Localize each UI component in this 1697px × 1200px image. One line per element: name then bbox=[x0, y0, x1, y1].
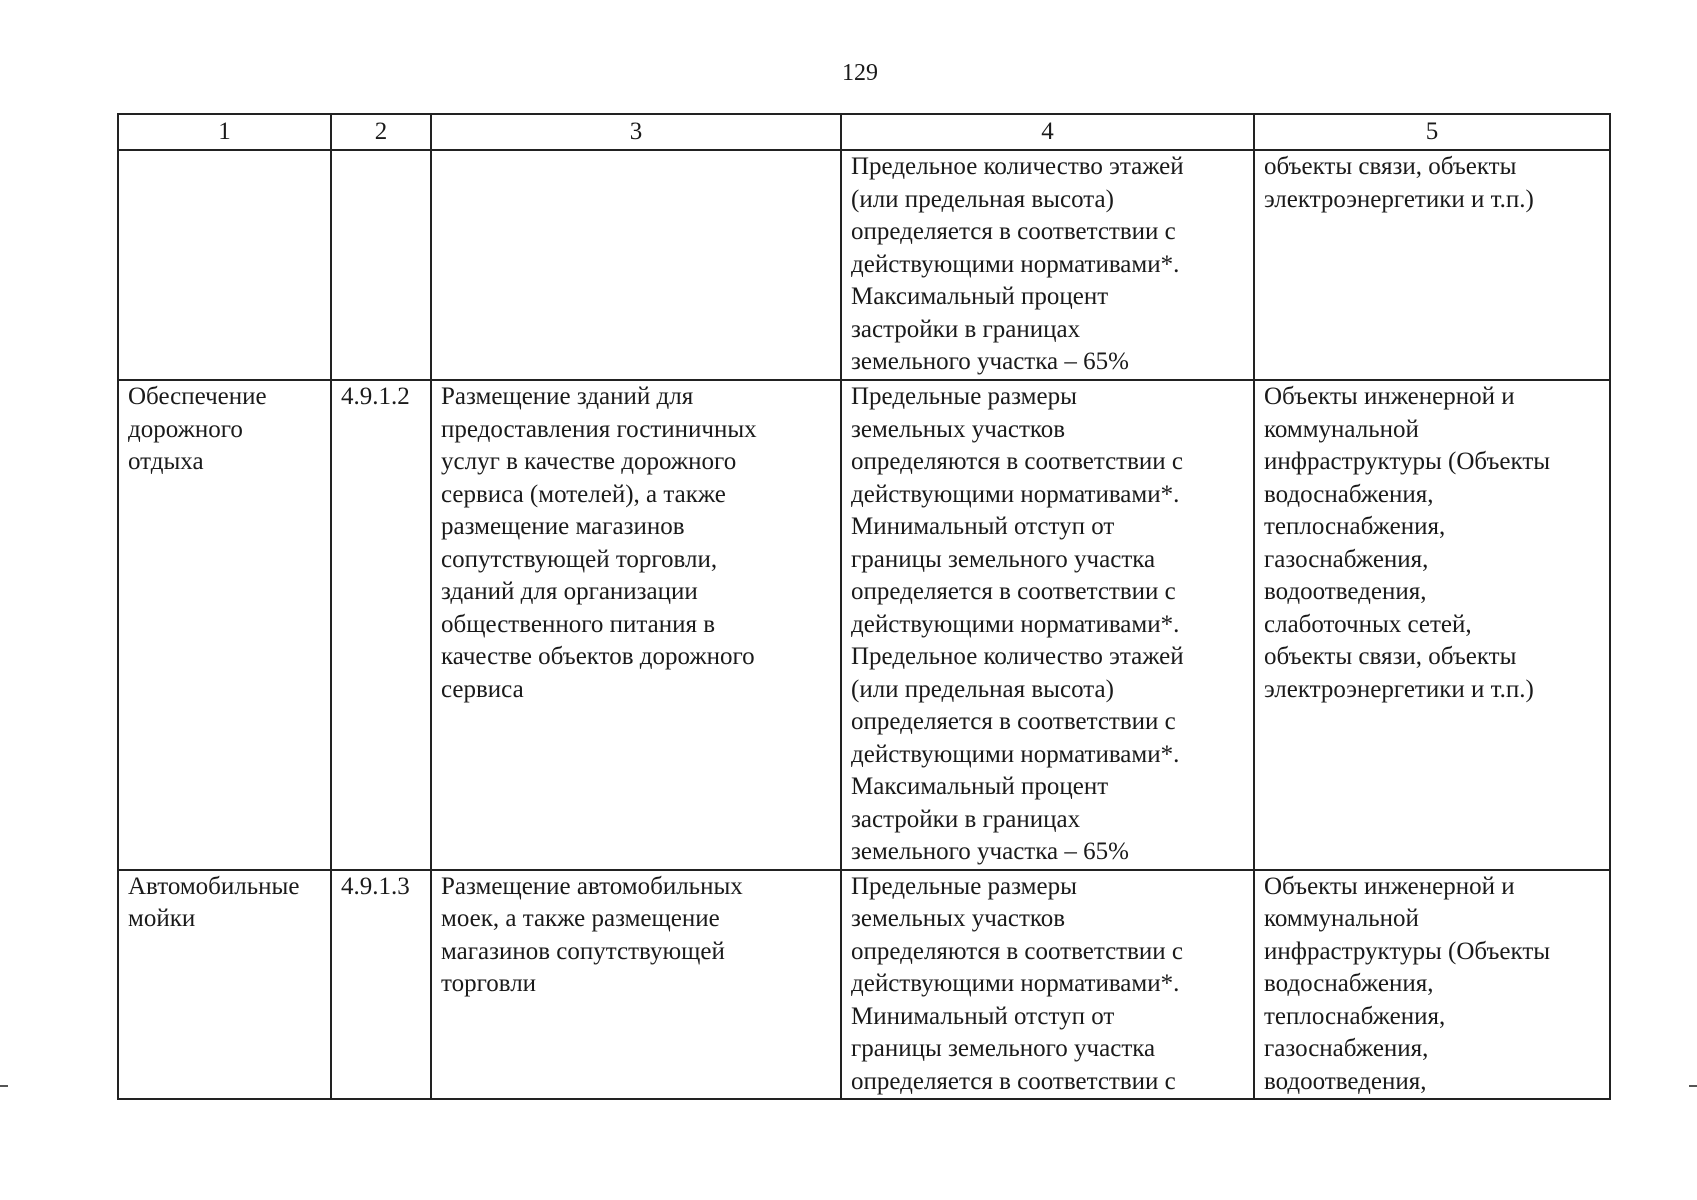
cell-text-line: (или предельная высота) bbox=[851, 185, 1114, 213]
header-col-3: 3 bbox=[431, 114, 841, 150]
cell-text-line: Предельное количество этажей bbox=[851, 643, 1184, 670]
cell-auxiliary-objects bbox=[1254, 870, 1610, 1100]
cell-text-line: земельного участка – 65% bbox=[851, 838, 1129, 865]
cell-text-line: услуг в качестве дорожного bbox=[441, 448, 737, 475]
cell-text-line: Предельные размеры bbox=[851, 872, 1077, 900]
cell-text-line: Предельное количество этажей bbox=[851, 153, 1184, 180]
cell-text-line: водоснабжения, bbox=[1264, 970, 1434, 997]
cell-text-line: дорожного bbox=[128, 415, 243, 443]
cell-text-line: зданий для организации bbox=[441, 578, 698, 605]
cell-text-line: моек, а также размещение bbox=[441, 905, 720, 932]
cell-text-line: земельных участков bbox=[851, 415, 1066, 443]
cell-text-line: слаботочных сетей, bbox=[1264, 610, 1472, 638]
cell-text-line: определяется в соответствии с bbox=[851, 1067, 1176, 1095]
header-col-1: 1 bbox=[118, 114, 331, 150]
cell-text-line: Минимальный отступ от bbox=[851, 513, 1115, 540]
cell-text-line: объекты связи, объекты bbox=[1264, 153, 1517, 180]
cell-parameters bbox=[841, 150, 1254, 380]
cell-text-line: размещение магазинов bbox=[441, 513, 685, 540]
cell-text-line: отдыха bbox=[128, 448, 204, 475]
cell-text-line: действующими нормативами*. bbox=[851, 740, 1180, 768]
cell-text-line: действующими нормативами*. bbox=[851, 480, 1180, 508]
cell-text-line: Размещение зданий для bbox=[441, 383, 694, 410]
cell-text-line: сервиса (мотелей), а также bbox=[441, 480, 726, 508]
cell-text-line: Обеспечение bbox=[128, 383, 267, 410]
cell-text-line: Объекты инженерной и bbox=[1264, 383, 1515, 410]
cell-text-line: теплоснабжения, bbox=[1264, 1002, 1446, 1030]
cell-text-line: определяются в соответствии с bbox=[851, 937, 1184, 965]
cell-text-line: общественного питания в bbox=[441, 610, 715, 638]
cell-text-line: водоотведения, bbox=[1264, 1067, 1427, 1095]
cell-text-line: застройки в границах bbox=[851, 805, 1081, 833]
cell-text-line: магазинов сопутствующей bbox=[441, 937, 725, 965]
cell-parameters bbox=[841, 380, 1254, 870]
cell-text-line: качестве объектов дорожного bbox=[441, 643, 755, 670]
cell-text-line: земельных участков bbox=[851, 905, 1066, 932]
cell-use-name bbox=[118, 150, 331, 380]
cell-text-line: Размещение автомобильных bbox=[441, 872, 743, 900]
cell-text-line: действующими нормативами*. bbox=[851, 970, 1180, 997]
cell-description bbox=[431, 870, 841, 1100]
cell-auxiliary-objects bbox=[1254, 380, 1610, 870]
table-row bbox=[118, 380, 1610, 870]
cell-code bbox=[331, 870, 431, 1100]
cell-text-line: границы земельного участка bbox=[851, 545, 1156, 573]
cell-code bbox=[331, 150, 431, 380]
cell-text-line: действующими нормативами*. bbox=[851, 610, 1180, 638]
cell-text-line: Максимальный процент bbox=[851, 283, 1109, 310]
cell-text-line: мойки bbox=[128, 905, 196, 932]
cell-text-line: водоотведения, bbox=[1264, 578, 1427, 605]
cell-text-line: газоснабжения, bbox=[1264, 1035, 1429, 1062]
cell-use-name bbox=[118, 380, 331, 870]
cell-text-line: Объекты инженерной и bbox=[1264, 872, 1515, 900]
scan-mark-left bbox=[0, 1085, 8, 1087]
cell-text-line: предоставления гостиничных bbox=[441, 415, 757, 443]
scan-mark-right bbox=[1689, 1085, 1697, 1087]
cell-description bbox=[431, 380, 841, 870]
cell-text-line: определяется в соответствии с bbox=[851, 578, 1176, 605]
cell-text-line: водоснабжения, bbox=[1264, 480, 1434, 508]
cell-text-line: сопутствующей торговли, bbox=[441, 545, 718, 573]
cell-text-line: границы земельного участка bbox=[851, 1035, 1156, 1062]
table-row bbox=[118, 870, 1610, 1100]
cell-text-line: определяется в соответствии с bbox=[851, 218, 1176, 245]
cell-text-line: коммунальной bbox=[1264, 415, 1419, 443]
cell-text-line: объекты связи, объекты bbox=[1264, 643, 1517, 670]
page-number: 129 bbox=[842, 60, 878, 86]
cell-text-line: Автомобильные bbox=[128, 872, 300, 900]
cell-text-line: 4.9.1.2 bbox=[341, 383, 410, 410]
cell-text-line: коммунальной bbox=[1264, 905, 1419, 932]
cell-text-line: электроэнергетики и т.п.) bbox=[1264, 675, 1534, 703]
header-col-4: 4 bbox=[841, 114, 1254, 150]
cell-text-line: земельного участка – 65% bbox=[851, 348, 1129, 375]
header-col-5: 5 bbox=[1254, 114, 1610, 150]
table-row bbox=[118, 150, 1610, 380]
header-col-2: 2 bbox=[331, 114, 431, 150]
table-header-row bbox=[118, 114, 1610, 150]
cell-text-line: газоснабжения, bbox=[1264, 545, 1429, 573]
cell-text-line: сервиса bbox=[441, 675, 524, 703]
cell-text-line: застройки в границах bbox=[851, 315, 1081, 343]
cell-text-line: определяется в соответствии с bbox=[851, 708, 1176, 735]
cell-text-line: Минимальный отступ от bbox=[851, 1002, 1115, 1030]
zoning-table bbox=[117, 113, 1611, 1100]
cell-parameters bbox=[841, 870, 1254, 1100]
cell-text-line: Максимальный процент bbox=[851, 773, 1109, 800]
cell-description bbox=[431, 150, 841, 380]
cell-text-line: 4.9.1.3 bbox=[341, 872, 410, 900]
cell-text-line: инфраструктуры (Объекты bbox=[1264, 448, 1551, 475]
cell-text-line: торговли bbox=[441, 970, 537, 997]
cell-use-name bbox=[118, 870, 331, 1100]
cell-text-line: (или предельная высота) bbox=[851, 675, 1114, 703]
cell-text-line: теплоснабжения, bbox=[1264, 513, 1446, 540]
cell-text-line: определяются в соответствии с bbox=[851, 448, 1184, 475]
cell-text-line: Предельные размеры bbox=[851, 383, 1077, 410]
cell-code bbox=[331, 380, 431, 870]
cell-text-line: действующими нормативами*. bbox=[851, 250, 1180, 278]
cell-text-line: электроэнергетики и т.п.) bbox=[1264, 185, 1534, 213]
cell-text-line: инфраструктуры (Объекты bbox=[1264, 937, 1551, 965]
cell-auxiliary-objects bbox=[1254, 150, 1610, 380]
